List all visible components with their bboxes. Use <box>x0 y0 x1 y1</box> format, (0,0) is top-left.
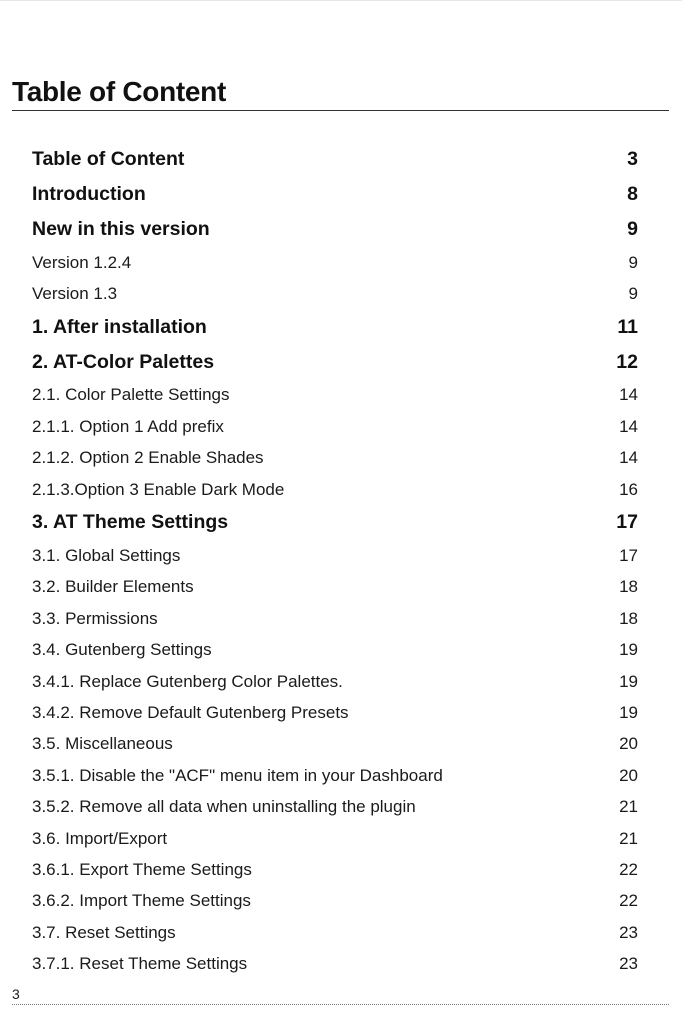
toc-entry-page-number: 14 <box>619 416 638 436</box>
toc-entry[interactable] <box>32 142 638 177</box>
toc-entry-page-number: 14 <box>619 385 638 405</box>
toc-entry-label: 3.2. Builder Elements <box>32 577 194 597</box>
toc-entry-page-number: 3 <box>627 148 638 170</box>
toc-entry-label: 3.3. Permissions <box>32 608 158 628</box>
toc-entry[interactable] <box>32 729 638 760</box>
toc-entry-label: 3.5. Miscellaneous <box>32 734 173 754</box>
toc-entry-label: New in this version <box>32 218 210 240</box>
toc-entry-label: 3.4.1. Replace Gutenberg Color Palettes. <box>32 671 343 691</box>
toc-entry-label: 3.1. Global Settings <box>32 546 181 566</box>
toc-entry-label: 3.7.1. Reset Theme Settings <box>32 954 248 974</box>
toc-entry-label: 3.6.2. Import Theme Settings <box>32 891 251 911</box>
toc-entry[interactable] <box>32 572 638 603</box>
toc-entry[interactable] <box>32 474 638 505</box>
toc-entry-label: 2.1.3.Option 3 Enable Dark Mode <box>32 479 285 499</box>
toc-entry-page-number: 23 <box>619 954 638 974</box>
toc-list <box>32 142 638 980</box>
toc-entry[interactable] <box>32 635 638 666</box>
toc-entry[interactable] <box>32 310 638 345</box>
footer-divider <box>12 1004 669 1005</box>
toc-entry[interactable] <box>32 443 638 474</box>
toc-entry-page-number: 18 <box>619 577 638 597</box>
toc-entry[interactable] <box>32 540 638 571</box>
toc-entry-page-number: 18 <box>619 608 638 628</box>
toc-entry-page-number: 11 <box>617 315 638 338</box>
toc-entry-page-number: 19 <box>619 702 638 722</box>
toc-entry-label: Version 1.3 <box>32 284 118 304</box>
toc-entry-page-number: 21 <box>619 828 638 848</box>
page-title: Table of Content <box>12 76 226 107</box>
toc-entry[interactable] <box>32 177 638 212</box>
toc-entry-page-number: 14 <box>619 448 638 468</box>
toc-entry-label: 2.1.2. Option 2 Enable Shades <box>32 448 264 468</box>
toc-entry-label: 2.1.1. Option 1 Add prefix <box>32 416 224 436</box>
toc-entry-label: 2.1. Color Palette Settings <box>32 385 230 405</box>
toc-entry-label: Introduction <box>32 183 146 205</box>
toc-entry[interactable] <box>32 697 638 728</box>
toc-entry-label: 3.7. Reset Settings <box>32 922 176 942</box>
toc-entry-page-number: 9 <box>627 218 638 240</box>
toc-entry-label: 3.5.2. Remove all data when uninstalling the plugin <box>32 797 416 817</box>
toc-entry[interactable] <box>32 278 638 309</box>
toc-entry-page-number: 9 <box>628 284 638 304</box>
toc-entry-label: 3. AT Theme Settings <box>32 511 229 534</box>
toc-entry-page-number: 21 <box>619 797 638 817</box>
toc-entry-page-number: 17 <box>616 511 638 534</box>
toc-entry[interactable] <box>32 505 638 540</box>
toc-entry-label: 1. After installation <box>32 315 207 338</box>
toc-entry-page-number: 19 <box>619 640 638 660</box>
toc-entry[interactable] <box>32 917 638 948</box>
toc-entry-page-number: 20 <box>619 734 638 754</box>
toc-entry[interactable] <box>32 411 638 442</box>
toc-entry-page-number: 12 <box>616 350 638 373</box>
toc-entry-label: Version 1.2.4 <box>32 252 132 272</box>
toc-entry[interactable] <box>32 345 638 380</box>
toc-entry-label: 3.5.1. Disable the "ACF" menu item in your Dashboard <box>32 765 443 785</box>
toc-entry[interactable] <box>32 760 638 791</box>
toc-entry-label: 3.6.1. Export Theme Settings <box>32 859 252 879</box>
page-top-edge <box>0 0 682 1</box>
toc-entry-label: 3.4.2. Remove Default Gutenberg Presets <box>32 702 349 722</box>
toc-entry-page-number: 22 <box>619 891 638 911</box>
toc-entry-page-number: 20 <box>619 765 638 785</box>
toc-entry-page-number: 9 <box>628 252 638 272</box>
title-divider <box>12 110 669 111</box>
toc-entry[interactable] <box>32 380 638 411</box>
toc-entry[interactable] <box>32 247 638 278</box>
toc-entry-label: 3.6. Import/Export <box>32 828 168 848</box>
toc-entry-label: 3.4. Gutenberg Settings <box>32 640 212 660</box>
toc-entry-page-number: 8 <box>627 183 638 205</box>
toc-entry[interactable] <box>32 212 638 247</box>
toc-entry[interactable] <box>32 854 638 885</box>
toc-entry-label: Table of Content <box>32 148 185 170</box>
toc-entry[interactable] <box>32 886 638 917</box>
toc-entry-page-number: 22 <box>619 859 638 879</box>
toc-entry-page-number: 23 <box>619 922 638 942</box>
toc-entry[interactable] <box>32 823 638 854</box>
toc-entry-page-number: 16 <box>619 479 638 499</box>
toc-entry-page-number: 19 <box>619 671 638 691</box>
toc-entry[interactable] <box>32 603 638 634</box>
toc-entry-label: 2. AT-Color Palettes <box>32 350 215 373</box>
toc-entry-page-number: 17 <box>619 546 638 566</box>
toc-entry[interactable] <box>32 948 638 979</box>
toc-entry[interactable] <box>32 791 638 822</box>
toc-entry[interactable] <box>32 666 638 697</box>
footer-page-number: 3 <box>12 986 20 1002</box>
